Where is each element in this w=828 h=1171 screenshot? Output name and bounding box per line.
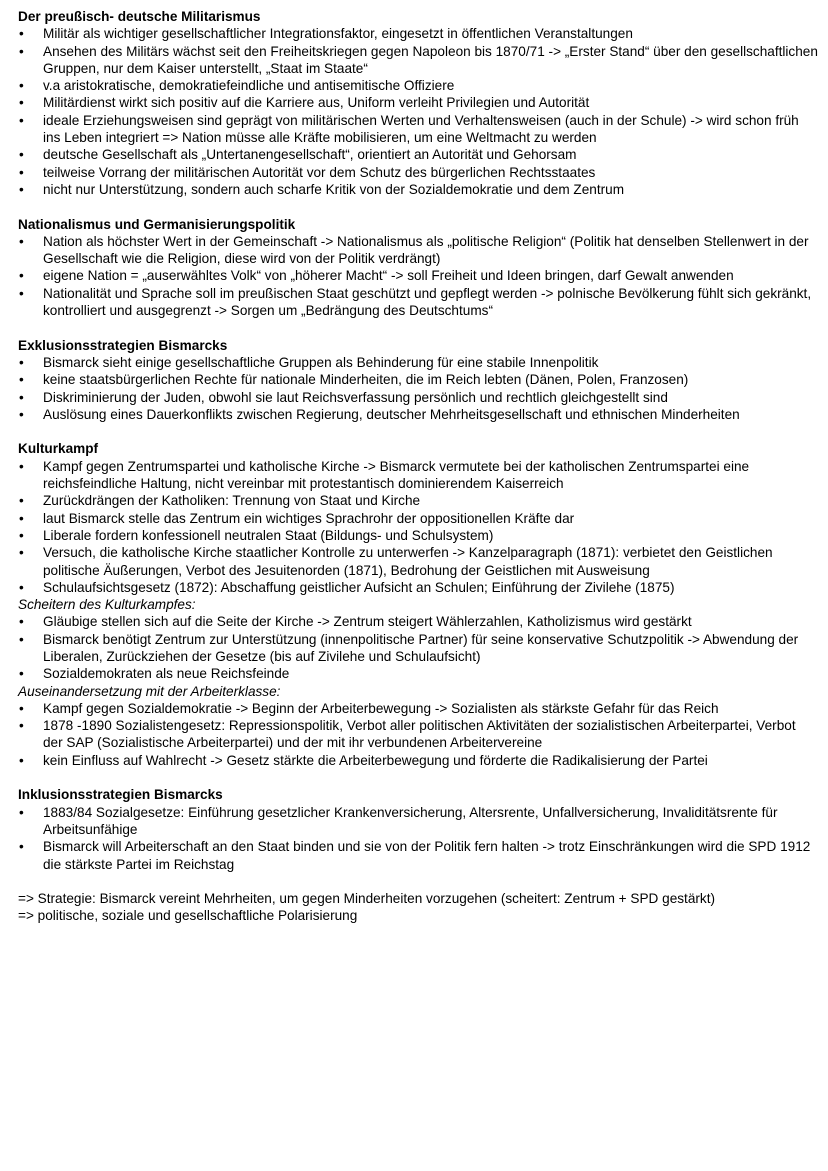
bullet-item: • Schulaufsichtsgesetz (1872): Abschaffung geistlicher Aufsicht an Schulen; Einführung der Zivilehe (1875): [18, 579, 818, 596]
subheading: Auseinandersetzung mit der Arbeiterklasse:: [18, 683, 281, 699]
bullet-list: [18, 804, 818, 873]
bullet-list: [18, 458, 818, 596]
bullet-list: [18, 700, 818, 769]
bullet-list: [18, 25, 818, 198]
bullet-item: • Liberale fordern konfessionell neutralen Staat (Bildungs- und Schulsystem): [18, 527, 818, 544]
bullet-list: [18, 233, 818, 319]
bullet-item: • ideale Erziehungsweisen sind geprägt von militärischen Werten und Verhaltensweisen (auch in der Schule) -> wird schon früh ins Leben integriert => Nation müsse alle Kräfte mobilisieren, um eine Weltmacht zu werden: [18, 112, 818, 147]
section-title: Exklusionsstrategien Bismarcks: [18, 337, 228, 353]
section-title: Kulturkampf: [18, 441, 99, 457]
bullet-item: • 1883/84 Sozialgesetze: Einführung gesetzlicher Krankenversicherung, Altersrente, Unfallversicherung, Invaliditätsrente für Arbeitsunfähige: [18, 804, 818, 839]
bullet-item: • Militär als wichtiger gesellschaftlicher Integrationsfaktor, eingesetzt in öffentlichen Veranstaltungen: [18, 25, 818, 42]
section: [18, 440, 818, 769]
conclusion-line: => Strategie: Bismarck vereint Mehrheiten, um gegen Minderheiten vorzugehen (scheitert: Zentrum + SPD gestärkt): [18, 891, 716, 907]
bullet-item: • Sozialdemokraten als neue Reichsfeinde: [18, 665, 818, 682]
bullet-item: • teilweise Vorrang der militärischen Autorität vor dem Schutz des bürgerlichen Rechtsstaates: [18, 164, 818, 181]
section-title: Nationalismus und Germanisierungspolitik: [18, 216, 296, 232]
document-page: [18, 8, 818, 925]
bullet-item: • Versuch, die katholische Kirche staatlicher Kontrolle zu unterwerfen -> Kanzelparagraph (1871): verbietet den Geistlichen politische Äußerungen, Verbot des Jesuitenorden (1871), Bedrohung der Geistlichen mit Ausweisung: [18, 544, 818, 579]
section: [18, 786, 818, 872]
bullet-item: • Militärdienst wirkt sich positiv auf die Karriere aus, Uniform verleiht Privilegien und Autorität: [18, 94, 818, 111]
bullet-list: [18, 613, 818, 682]
bullet-item: • Gläubige stellen sich auf die Seite der Kirche -> Zentrum steigert Wählerzahlen, Katholizismus wird gestärkt: [18, 613, 818, 630]
bullet-item: • Ansehen des Militärs wächst seit den Freiheitskriegen gegen Napoleon bis 1870/71 -> „Erster Stand“ über den gesellschaftlichen Gruppen, nur dem Kaiser unterstellt, „Staat im Staate“: [18, 43, 818, 78]
bullet-item: • Kampf gegen Sozialdemokratie -> Beginn der Arbeiterbewegung -> Sozialisten als stärkste Gefahr für das Reich: [18, 700, 818, 717]
bullet-item: • Zurückdrängen der Katholiken: Trennung von Staat und Kirche: [18, 492, 818, 509]
section: [18, 337, 818, 423]
bullet-item: • v.a aristokratische, demokratiefeindliche und antisemitische Offiziere: [18, 77, 818, 94]
section-title: Der preußisch- deutsche Militarismus: [18, 9, 261, 24]
bullet-item: • Nationalität und Sprache soll im preußischen Staat geschützt und gepflegt werden -> polnische Bevölkerung fühlt sich gekränkt, kontrolliert und ausgegrenzt -> Sorgen um „Bedrängung des Deutschtums“: [18, 285, 818, 320]
bullet-item: • eigene Nation = „auserwähltes Volk“ von „höherer Macht“ -> soll Freiheit und Ideen bringen, darf Gewalt anwenden: [18, 267, 818, 284]
conclusion: [18, 890, 818, 925]
section-title: Inklusionsstrategien Bismarcks: [18, 787, 223, 803]
bullet-item: • Auslösung eines Dauerkonflikts zwischen Regierung, deutscher Mehrheitsgesellschaft und ethnischen Minderheiten: [18, 406, 818, 423]
bullet-item: • Kampf gegen Zentrumspartei und katholische Kirche -> Bismarck vermutete bei der katholischen Zentrumspartei eine reichsfeindliche Haltung, nicht vereinbar mit protestantisch dominierendem Kaiserreich: [18, 458, 818, 493]
bullet-item: • deutsche Gesellschaft als „Untertanengesellschaft“, orientiert an Autorität und Gehorsam: [18, 146, 818, 163]
bullet-item: • Bismarck will Arbeiterschaft an den Staat binden und sie von der Politik fern halten -> trotz Einschränkungen wird die SPD 1912 die stärkste Partei im Reichstag: [18, 838, 818, 873]
section: [18, 216, 818, 320]
section: [18, 8, 818, 198]
bullet-item: • kein Einfluss auf Wahlrecht -> Gesetz stärkte die Arbeiterbewegung und förderte die Radikalisierung der Partei: [18, 752, 818, 769]
conclusion-line: => politische, soziale und gesellschaftliche Polarisierung: [18, 908, 358, 924]
bullet-item: • Diskriminierung der Juden, obwohl sie laut Reichsverfassung persönlich und rechtlich gleichgestellt sind: [18, 389, 818, 406]
bullet-item: • nicht nur Unterstützung, sondern auch scharfe Kritik von der Sozialdemokratie und dem Zentrum: [18, 181, 818, 198]
bullet-item: • laut Bismarck stelle das Zentrum ein wichtiges Sprachrohr der oppositionellen Kräfte dar: [18, 510, 818, 527]
bullet-item: • 1878 -1890 Sozialistengesetz: Repressionspolitik, Verbot aller politischen Aktivitäten der sozialistischen Arbeiterpartei, Verbot der SAP (Sozialistische Arbeiterpartei) und der mit ihr verbundenen Arbeitervereine: [18, 717, 818, 752]
subheading: Scheitern des Kulturkampfes:: [18, 597, 196, 613]
bullet-item: • Nation als höchster Wert in der Gemeinschaft -> Nationalismus als „politische Religion“ (Politik hat denselben Stellenwert in der Gesellschaft wie die Religion, diese wird von der Politik verdrängt): [18, 233, 818, 268]
bullet-item: • keine staatsbürgerlichen Rechte für nationale Minderheiten, die im Reich lebten (Dänen, Polen, Franzosen): [18, 371, 818, 388]
bullet-list: [18, 354, 818, 423]
bullet-item: • Bismarck sieht einige gesellschaftliche Gruppen als Behinderung für eine stabile Innenpolitik: [18, 354, 818, 371]
bullet-item: • Bismarck benötigt Zentrum zur Unterstützung (innenpolitische Partner) für seine konservative Schutzpolitik -> Abwendung der Liberalen, Zurückziehen der Gesetze (bis auf Zivilehe und Schulaufsicht): [18, 631, 818, 666]
